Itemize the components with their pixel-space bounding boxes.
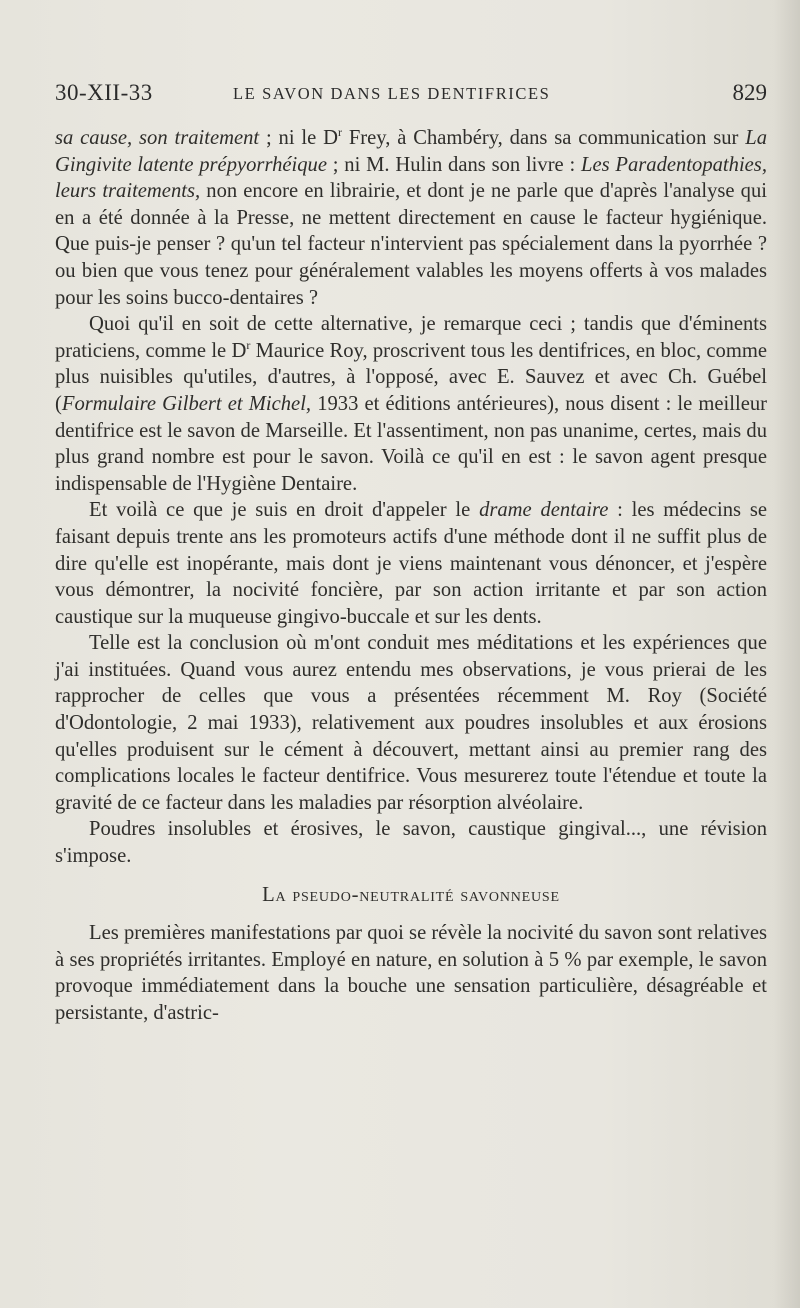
- header-date: 30-XII-33: [55, 80, 153, 105]
- italic-phrase: drame dentaire: [479, 499, 609, 522]
- paragraph-2: [55, 311, 767, 497]
- running-header: [55, 80, 767, 110]
- page-edge-shadow: [774, 0, 800, 1308]
- page-number: 829: [732, 80, 767, 105]
- section-heading: La pseudo-neutralité savonneuse: [262, 883, 560, 906]
- text-run: ; ni M. Hulin dans son livre :: [326, 153, 581, 176]
- text-run: Quoi qu'il en soit de cette alternative, je remarque ceci ; tandis que d'éminents praticiens, comme le D: [55, 313, 767, 362]
- paragraph-4: Telle est la conclusion où m'ont conduit mes méditations et les expériences que j'ai instituées. Quand vous aurez entendu mes observations, je vous prierai de les rapprocher de celles que vous a présentées récemment M. Roy (Société d'Odontologie, 2 mai 1933), relativement aux poudres insolubles et aux érosions qu'elles produisent sur le cément à découvert, mettant ainsi au premier rang des complications locales le facteur dentifrice. Vous mesurerez toute l'étendue et toute la gravité de ce facteur dans les maladies par résorption alvéolaire.: [55, 632, 767, 814]
- italic-phrase: sa cause, son traitement: [55, 127, 260, 149]
- header-title: LE SAVON DANS LES DENTIFRICES: [233, 84, 551, 103]
- text-run: non encore en librairie, et dont je ne parle que d'après l'analyse qui en a été donnée à la Presse, ne mettent directement en cause le facteur hygiénique. Que puis-je penser ? qu'un tel facteur n'intervient pas spécialement dans la pyorrhée ? ou bien que vous tenez pour généralement valables les moyens offerts à vos malades pour les soins bucco-dentaires ?: [55, 180, 767, 309]
- text-run: Et voilà ce que je suis en droit d'appeler le: [89, 499, 480, 522]
- text-run: 1933 et éditions antérieures), nous disent : le meilleur dentifrice est le savon de Marseille. Et l'assentiment, non pas unanime, certes, mais du plus grand nombre est pour le savon. Voilà ce qu'il en est : le savon agent presque indispensable de l'Hygiène Dentaire.: [55, 392, 768, 495]
- paragraph-5: Poudres insolubles et érosives, le savon, caustique gingival..., une révision s'impose.: [55, 818, 767, 868]
- body-text: [55, 125, 767, 1027]
- text-run: Frey, à Chambéry, dans sa communication sur: [342, 127, 746, 149]
- paragraph-1: [55, 125, 767, 311]
- paragraph-3: [55, 497, 767, 630]
- italic-title: La Gingivite latente prépyorrhéique: [55, 127, 767, 176]
- text-run: : les médecins se faisant depuis trente ans les promoteurs actifs d'une méthode dont il ne suffit plus de dire qu'elle est inopérante, mais dont je viens maintenant vous dénoncer, et j'espère vous démontrer, la nocivité foncière, par son action irritante et par son action caustique sur la muqueuse gingivo-buccale et sur les dents.: [55, 499, 768, 628]
- text-run: ; ni le D: [259, 127, 338, 149]
- text-run: Maurice Roy, proscrivent tous les dentifrices, en bloc, comme plus nuisibles qu'utiles, d'autres, à l'opposé, avec E. Sauvez et avec Ch. Guébel (: [55, 339, 767, 415]
- italic-title: Formulaire Gilbert et Michel,: [61, 392, 312, 415]
- paragraph-6: Les premières manifestations par quoi se révèle la nocivité du savon sont relatives à ses propriétés irritantes. Employé en nature, en solution à 5 % par exemple, le savon provoque immédiatement dans la bouche une sensation particulière, désagréable et persistante, d'astric-: [55, 922, 767, 1024]
- superscript: r: [246, 337, 251, 352]
- superscript: r: [338, 125, 342, 140]
- italic-title: Les Paradentopathies, leurs traitements,: [55, 153, 767, 203]
